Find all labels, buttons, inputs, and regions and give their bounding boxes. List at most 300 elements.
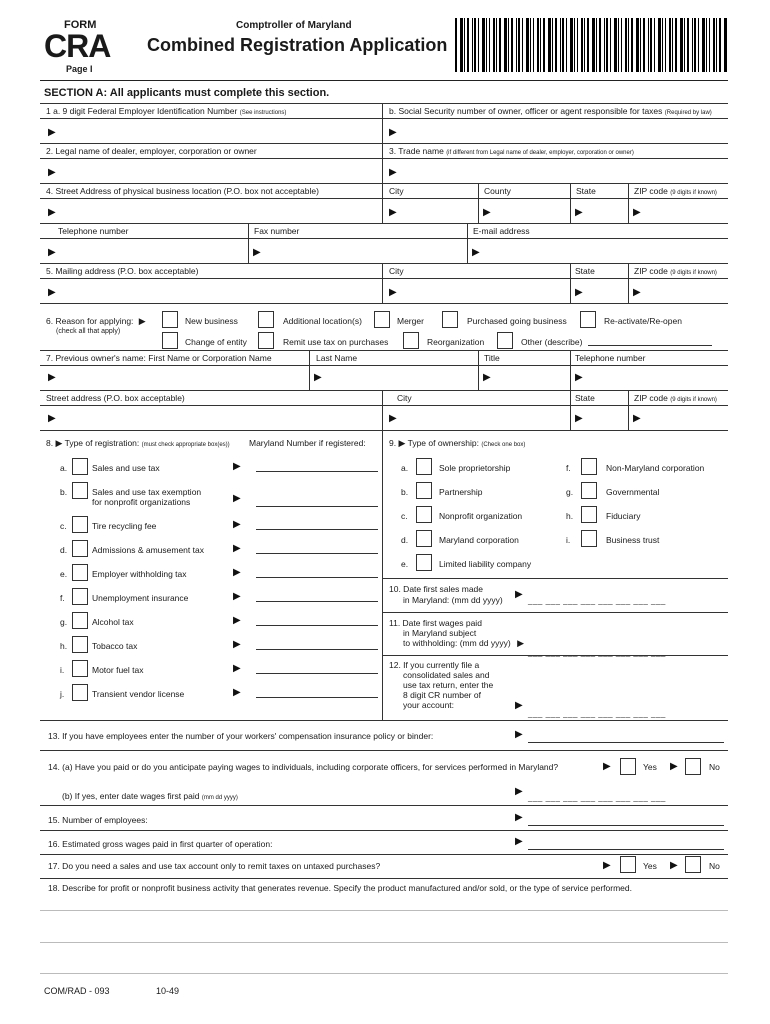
barcode-bar (574, 18, 575, 72)
purchased-going-checkbox[interactable] (442, 311, 458, 328)
registration-checkbox[interactable] (72, 612, 88, 629)
barcode-bar (584, 18, 585, 72)
prev-state-input[interactable] (586, 410, 624, 428)
barcode-bar (669, 18, 671, 72)
mailing-zip-input[interactable] (644, 284, 724, 302)
barcode-bar (621, 18, 622, 72)
q14b-label (62, 791, 238, 801)
md-number-input[interactable] (256, 471, 378, 472)
rule (40, 878, 728, 879)
ownership-label: Limited liability company (439, 559, 532, 569)
zip-label (634, 186, 717, 196)
date-first-wages-label: 11. Date first wages paid (389, 618, 482, 628)
trade-name-label-text: 3. Trade name (389, 146, 444, 156)
last-name-label: Last Name (316, 353, 358, 363)
arrow-icon: ▶ (314, 372, 322, 383)
barcode (455, 18, 730, 74)
barcode-bar (610, 18, 611, 72)
rule (40, 805, 728, 806)
barcode-bar (587, 18, 589, 72)
prev-city-label: City (397, 393, 412, 403)
ownership-checkbox[interactable] (416, 530, 432, 547)
mailing-address-input[interactable] (60, 284, 378, 302)
registration-label: Motor fuel tax (92, 665, 144, 675)
arrow-icon: ▶ (233, 519, 241, 530)
barcode-bar (675, 18, 677, 72)
arrow-icon: ▶ (48, 207, 56, 218)
rule (628, 183, 629, 223)
prev-street-label: Street address (P.O. box acceptable) (46, 393, 185, 403)
ownership-letter: g. (566, 487, 574, 497)
q14a-yes-checkbox[interactable] (620, 758, 636, 775)
ssn-label-text: b. Social Security number of owner, officer or agent responsible for taxes (389, 106, 663, 116)
prev-first-name-input[interactable] (60, 369, 305, 387)
reason-label (46, 316, 146, 327)
rule (40, 143, 728, 144)
mailing-state-label: State (575, 266, 595, 276)
rule (40, 103, 728, 104)
registration-label: Tire recycling fee (92, 521, 157, 531)
arrow-icon: ▶ (233, 639, 241, 650)
ownership-label: Nonprofit organization (439, 511, 523, 521)
barcode-bar (650, 18, 652, 72)
form-code-footer: COM/RAD - 093 (44, 986, 110, 996)
md-number-input[interactable] (256, 673, 378, 674)
arrow-icon: ▶ (633, 207, 641, 218)
barcode-bar (625, 18, 627, 72)
barcode-bar (472, 18, 473, 72)
ownership-label: Maryland corporation (439, 535, 519, 545)
registration-checkbox[interactable] (72, 516, 88, 533)
cr-number-label-3: use tax return, enter the (403, 680, 494, 690)
additional-locations-checkbox[interactable] (258, 311, 274, 328)
barcode-bar (486, 18, 487, 72)
rule (382, 655, 728, 656)
q14a-label: 14. (a) Have you paid or do you anticipate paying wages to individuals, including corporate officers, for services performed in Maryland? (48, 762, 559, 772)
q14a-no-label: No (709, 762, 720, 772)
zip-label-note: (9 digits if known) (670, 190, 717, 196)
barcode-bar (636, 18, 639, 72)
ownership-label: Business trust (606, 535, 660, 545)
rule (478, 183, 479, 223)
barcode-bar (537, 18, 539, 72)
ownership-checkbox[interactable] (416, 482, 432, 499)
ownership-checkbox[interactable] (416, 506, 432, 523)
md-number-input[interactable] (256, 649, 378, 650)
registration-label: Unemployment insurance (92, 593, 189, 603)
mailing-zip-label (634, 266, 717, 276)
prev-telephone-label: Telephone number (575, 353, 646, 363)
ownership-letter: d. (401, 535, 409, 545)
date-first-sales-label: 10. Date first sales made (389, 584, 484, 594)
registration-checkbox[interactable] (72, 564, 88, 581)
barcode-bar (526, 18, 529, 72)
registration-checkbox[interactable] (72, 660, 88, 677)
q17-no-label: No (709, 861, 720, 871)
state-input[interactable] (586, 204, 624, 222)
barcode-bar (562, 18, 564, 72)
barcode-bar (614, 18, 617, 72)
mailing-address-label: 5. Mailing address (P.O. box acceptable) (46, 266, 199, 276)
md-number-input[interactable] (256, 697, 378, 698)
barcode-bar (570, 18, 573, 72)
md-number-input[interactable] (256, 506, 378, 507)
arrow-icon: ▶ (633, 287, 641, 298)
reason-label-text: 6. Reason for applying: (46, 316, 134, 326)
date-first-sales-label-2: in Maryland: (mm dd yyyy) (403, 595, 503, 605)
zip-label-note: (9 digits if known) (670, 397, 717, 403)
arrow-icon: ▶ (515, 786, 523, 797)
arrow-icon: ▶ (48, 167, 56, 178)
reactivate-label: Re-activate/Re-open (604, 316, 682, 326)
ownership-letter: f. (566, 463, 571, 473)
md-number-label: Maryland Number if registered: (249, 438, 366, 448)
arrow-icon: ▶ (633, 413, 641, 424)
rule (40, 350, 728, 351)
registration-letter: a. (60, 463, 68, 473)
arrow-icon: ▶ (48, 413, 56, 424)
section-a-heading: SECTION A: All applicants must complete this section. (44, 87, 330, 99)
arrow-icon: ▶ (670, 761, 678, 772)
ownership-label: Partnership (439, 487, 483, 497)
rule (382, 430, 383, 720)
remit-use-tax-label: Remit use tax on purchases (283, 337, 389, 347)
arrow-icon: ▶ (233, 687, 241, 698)
barcode-bar (706, 18, 707, 72)
form-revision: 10-49 (156, 986, 180, 996)
rule (40, 720, 728, 721)
rule (40, 198, 728, 199)
cr-number-label-4: 8 digit CR number of (403, 690, 481, 700)
other-describe-label: Other (describe) (521, 337, 583, 347)
city-input[interactable] (400, 204, 474, 222)
arrow-icon: ▶ (517, 638, 524, 648)
registration-type-number: 8. (46, 438, 54, 448)
arrow-icon: ▶ (55, 438, 63, 448)
registration-checkbox[interactable] (72, 684, 88, 701)
arrow-icon: ▶ (575, 413, 583, 424)
registration-type-note: (must check appropriate box(es)) (141, 442, 230, 448)
barcode-bar (533, 18, 534, 72)
md-number-input[interactable] (256, 553, 378, 554)
barcode-bar (511, 18, 513, 72)
barcode-bar (592, 18, 595, 72)
registration-letter: f. (60, 593, 65, 603)
registration-checkbox[interactable] (72, 482, 88, 499)
registration-letter: b. (60, 487, 68, 497)
rule (40, 750, 728, 751)
mailing-city-label: City (389, 266, 404, 276)
prev-city-input[interactable] (400, 410, 566, 428)
previous-owner-label: 7. Previous owner's name: First Name or Corporation Name (46, 353, 272, 363)
rule (628, 263, 629, 303)
rule (628, 390, 629, 430)
arrow-icon: ▶ (575, 287, 583, 298)
ownership-checkbox[interactable] (416, 458, 432, 475)
reactivate-checkbox[interactable] (580, 311, 596, 328)
q17-no-checkbox[interactable] (685, 856, 701, 873)
arrow-icon: ▶ (575, 207, 583, 218)
ssn-input[interactable] (400, 124, 720, 142)
ownership-checkbox[interactable] (581, 458, 597, 475)
rule (40, 238, 728, 239)
barcode-bar (692, 18, 693, 72)
registration-letter: e. (60, 569, 68, 579)
rule (467, 223, 468, 263)
date-first-wages-label-text: to withholding: (mm dd yyyy) (403, 638, 511, 648)
md-number-input[interactable] (256, 529, 378, 530)
q18-input-line-2[interactable] (40, 942, 728, 943)
q17-yes-checkbox[interactable] (620, 856, 636, 873)
q16-input[interactable] (528, 849, 724, 850)
page-title: Combined Registration Application (147, 35, 448, 55)
barcode-bar (552, 18, 553, 72)
arrow-icon: ▶ (233, 567, 241, 578)
md-number-input[interactable] (256, 577, 378, 578)
fein-input[interactable] (60, 124, 378, 142)
rule (570, 183, 571, 223)
cr-number-label-2: consolidated sales and (403, 670, 490, 680)
zip-input[interactable] (644, 204, 724, 222)
page-label: Page I (66, 64, 93, 74)
arrow-icon: ▶ (398, 438, 406, 448)
arrow-icon: ▶ (233, 591, 241, 602)
ownership-checkbox[interactable] (581, 530, 597, 547)
reorganization-checkbox[interactable] (403, 332, 419, 349)
registration-type-text: Type of registration: (64, 438, 140, 448)
q15-input[interactable] (528, 825, 724, 826)
registration-checkbox[interactable] (72, 636, 88, 653)
q14b-input[interactable]: ___ ___ ___ ___ ___ ___ ___ ___ (528, 793, 666, 802)
registration-letter: d. (60, 545, 68, 555)
purchased-going-label: Purchased going business (467, 316, 567, 326)
merger-checkbox[interactable] (374, 311, 390, 328)
q17-label: 17. Do you need a sales and use tax account only to remit taxes on untaxed purchases? (48, 861, 381, 871)
additional-locations-label: Additional location(s) (283, 316, 362, 326)
barcode-bar (566, 18, 567, 72)
rule (478, 350, 479, 390)
registration-letter: j. (60, 689, 65, 699)
arrow-icon: ▶ (472, 247, 480, 258)
email-label: E-mail address (473, 226, 530, 236)
ownership-type-note: (Check one box) (481, 442, 526, 448)
merger-label: Merger (397, 316, 424, 326)
telephone-input[interactable] (60, 244, 244, 262)
rule (40, 223, 728, 224)
arrow-icon: ▶ (483, 207, 491, 218)
rule (382, 578, 728, 579)
change-entity-checkbox[interactable] (162, 332, 178, 349)
mailing-city-input[interactable] (400, 284, 566, 302)
prev-telephone-input[interactable] (586, 369, 724, 387)
trade-name-label-note: (if different from Legal name of dealer, employer, corporation or owner) (446, 150, 634, 156)
city-label: City (389, 186, 404, 196)
rule (40, 405, 728, 406)
barcode-bar (493, 18, 495, 72)
registration-label-2: for nonprofit organizations (92, 497, 191, 507)
arrow-icon: ▶ (515, 700, 523, 711)
rule (40, 183, 728, 184)
cr-number-input[interactable]: ___ ___ ___ ___ ___ ___ ___ ___ (528, 709, 666, 718)
prev-last-name-input[interactable] (326, 369, 474, 387)
registration-label: Transient vendor license (92, 689, 185, 699)
new-business-checkbox[interactable] (162, 311, 178, 328)
rule (382, 390, 383, 430)
arrow-icon: ▶ (253, 247, 261, 258)
rule (570, 390, 571, 430)
barcode-bar (478, 18, 479, 72)
prev-state-label: State (575, 393, 595, 403)
barcode-bar (543, 18, 545, 72)
rule (382, 612, 728, 613)
barcode-bar (618, 18, 619, 72)
rule (40, 854, 728, 855)
barcode-bar (504, 18, 507, 72)
arrow-icon: ▶ (233, 543, 241, 554)
barcode-bar (482, 18, 485, 72)
q13-input[interactable] (528, 742, 724, 743)
barcode-bar (599, 18, 601, 72)
ownership-label: Sole proprietorship (439, 463, 511, 473)
arrow-icon: ▶ (603, 761, 611, 772)
ownership-letter: e. (401, 559, 409, 569)
ssn-label-note: (Required by law) (664, 110, 712, 116)
ownership-type-number: 9. (389, 438, 397, 448)
date-first-wages-input[interactable]: ___ ___ ___ ___ ___ ___ ___ ___ (528, 648, 666, 657)
barcode-bar (460, 18, 463, 72)
email-input[interactable] (484, 244, 724, 262)
trade-name-input[interactable] (400, 164, 720, 182)
rule (40, 365, 728, 366)
md-number-input[interactable] (256, 625, 378, 626)
barcode-bar (694, 18, 696, 72)
barcode-bar (555, 18, 557, 72)
rule (40, 390, 728, 391)
q14b-label-note: (mm dd yyyy) (201, 795, 238, 801)
ownership-type-text: Type of ownership: (407, 438, 479, 448)
barcode-bar (672, 18, 673, 72)
q18-input-line-3[interactable] (40, 973, 728, 974)
q15-label: 15. Number of employees: (48, 815, 148, 825)
zip-label-text: ZIP code (634, 393, 668, 403)
rule (570, 350, 571, 390)
new-business-label: New business (185, 316, 238, 326)
agency-name: Comptroller of Maryland (236, 20, 352, 31)
cr-number-label-1: 12. If you currently file a (389, 660, 480, 670)
county-input[interactable] (494, 204, 566, 222)
trade-name-label (389, 146, 634, 156)
q14b-label-text: (b) If yes, enter date wages first paid (62, 791, 200, 801)
ownership-letter: i. (566, 535, 571, 545)
arrow-icon: ▶ (389, 287, 397, 298)
rule (40, 430, 728, 431)
registration-checkbox[interactable] (72, 588, 88, 605)
cr-number-label-5: your account: (403, 700, 455, 710)
q14a-no-checkbox[interactable] (685, 758, 701, 775)
arrow-icon: ▶ (389, 413, 397, 424)
ownership-letter: h. (566, 511, 574, 521)
arrow-icon: ▶ (515, 812, 523, 823)
rule (570, 263, 571, 303)
arrow-icon: ▶ (138, 316, 146, 326)
reason-note: (check all that apply) (56, 328, 121, 335)
rule (40, 158, 728, 159)
arrow-icon: ▶ (233, 615, 241, 626)
date-first-wages-label-3 (403, 638, 524, 649)
ownership-checkbox[interactable] (581, 506, 597, 523)
mailing-state-input[interactable] (586, 284, 624, 302)
prev-title-input[interactable] (494, 369, 566, 387)
legal-name-label: 2. Legal name of dealer, employer, corporation or owner (46, 146, 257, 156)
barcode-bar (606, 18, 608, 72)
barcode-bar (716, 18, 717, 72)
registration-checkbox[interactable] (72, 458, 88, 475)
barcode-bar (658, 18, 661, 72)
rule (40, 830, 728, 831)
legal-name-input[interactable] (60, 164, 378, 182)
barcode-bar (687, 18, 689, 72)
barcode-bar (643, 18, 645, 72)
telephone-label: Telephone number (58, 226, 129, 236)
ownership-label: Non-Maryland corporation (606, 463, 705, 473)
arrow-icon: ▶ (483, 372, 491, 383)
registration-letter: h. (60, 641, 68, 651)
registration-label: Alcohol tax (92, 617, 134, 627)
barcode-bar (665, 18, 666, 72)
date-first-sales-input[interactable]: ___ ___ ___ ___ ___ ___ ___ ___ (528, 596, 666, 605)
q18-input-line-1[interactable] (40, 910, 728, 911)
barcode-bar (577, 18, 578, 72)
arrow-icon: ▶ (233, 461, 241, 472)
other-describe-checkbox[interactable] (497, 332, 513, 349)
form-word: FORM (64, 19, 97, 31)
barcode-bar (518, 18, 520, 72)
barcode-bar (489, 18, 490, 72)
barcode-bar (662, 18, 663, 72)
header-rule (40, 80, 728, 81)
rule (40, 263, 728, 264)
barcode-bar (702, 18, 705, 72)
barcode-bar (560, 18, 561, 72)
md-number-input[interactable] (256, 601, 378, 602)
prev-street-input[interactable] (60, 410, 378, 428)
title-label: Title (484, 353, 500, 363)
barcode-bar (499, 18, 501, 72)
barcode-bar (604, 18, 605, 72)
barcode-bar (548, 18, 551, 72)
barcode-bar (648, 18, 649, 72)
fax-input[interactable] (264, 244, 462, 262)
ownership-checkbox[interactable] (416, 554, 432, 571)
street-address-input[interactable] (60, 204, 378, 222)
barcode-bar (628, 18, 629, 72)
barcode-bar (522, 18, 523, 72)
other-describe-input[interactable] (588, 345, 712, 346)
ownership-checkbox[interactable] (581, 482, 597, 499)
registration-letter: g. (60, 617, 68, 627)
barcode-bar (508, 18, 509, 72)
registration-checkbox[interactable] (72, 540, 88, 557)
registration-letter: i. (60, 665, 65, 675)
barcode-bar (640, 18, 641, 72)
barcode-bar (474, 18, 476, 72)
rule (382, 183, 383, 223)
ownership-letter: b. (401, 487, 409, 497)
q16-label: 16. Estimated gross wages paid in first quarter of operation: (48, 839, 273, 849)
barcode-bar (654, 18, 655, 72)
remit-use-tax-checkbox[interactable] (258, 332, 274, 349)
prev-zip-input[interactable] (644, 410, 724, 428)
